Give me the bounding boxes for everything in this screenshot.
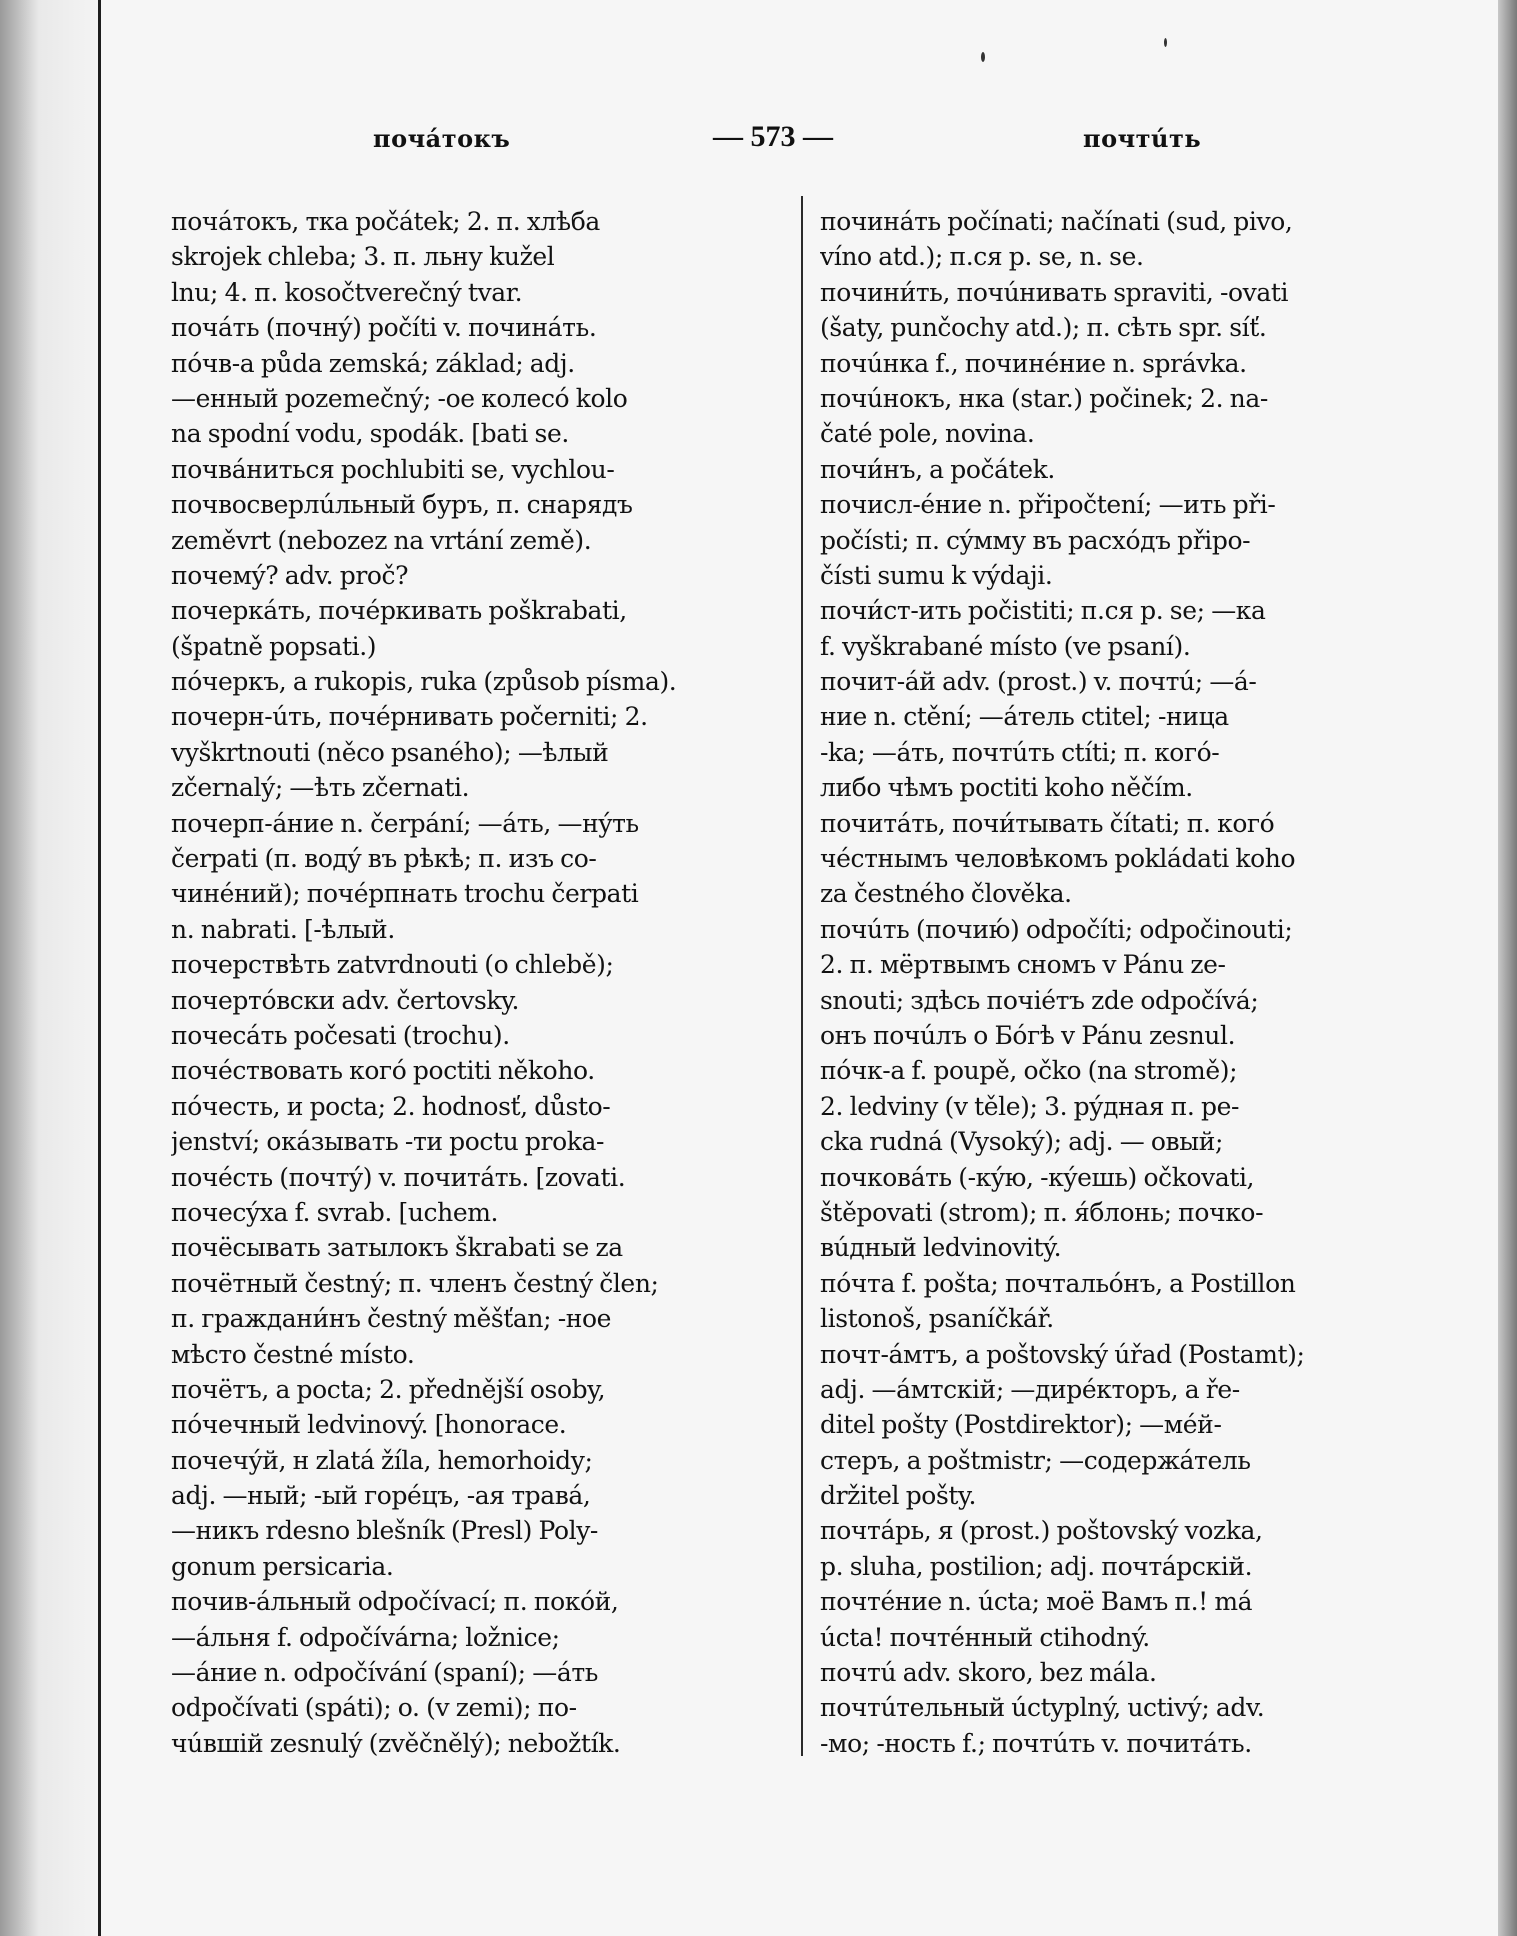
dictionary-line: почúнка f., починéние n. správka. — [820, 348, 1247, 378]
dictionary-line: počísti; п. сýмму въ расхóдъ připo- — [820, 525, 1251, 555]
dictionary-line: почáтокъ, тка počátek; 2. п. хлѣба — [171, 207, 600, 236]
dictionary-line: почúнокъ, нка (star.) počinek; 2. na- — [820, 383, 1268, 413]
dictionary-line: почтéние n. úcta; моё Вамъ п.! má — [820, 1587, 1253, 1617]
dictionary-line: snouti; здѣсь почіéтъ zde odpočívá; — [820, 985, 1259, 1015]
column-divider — [801, 196, 803, 1756]
dictionary-line: онъ почúлъ o Бóгѣ v Pánu zesnul. — [820, 1020, 1236, 1050]
dictionary-line: пóчеркъ, a rukopis, ruka (způsob písma). — [171, 667, 677, 697]
dictionary-line: мѣсто čestné místo. — [171, 1339, 415, 1369]
dictionary-line: víno atd.); п.ся p. se, n. se. — [820, 242, 1144, 272]
dictionary-line: п. граждани́нъ čestný měšťan; -ное — [171, 1304, 612, 1334]
dictionary-line: пóчк-а f. poupě, očko (na stromě); — [820, 1056, 1238, 1086]
dictionary-line: почемý? adv. proč? — [171, 560, 409, 590]
dictionary-line: 2. ledviny (v těle); 3. рýдная п. pe- — [820, 1091, 1240, 1121]
dictionary-line: adj. —ный; -ый горéцъ, -ая травá, — [171, 1481, 591, 1511]
dictionary-line: listonoš, psaníčkář. — [820, 1304, 1054, 1334]
print-speck — [981, 52, 985, 62]
dictionary-line: —áльня f. odpočívárna; ložnice; — [171, 1622, 560, 1652]
print-speck — [1164, 38, 1167, 47]
dictionary-line: почётный čestný; п. членъ čestný člen; — [171, 1268, 659, 1298]
dictionary-line: —áние n. odpočívání (spaní); —áть — [171, 1658, 599, 1688]
dictionary-line: adj. —áмтскій; —дирéкторъ, a ře- — [820, 1374, 1240, 1404]
dictionary-line: починáть počínati; načínati (sud, pivo, — [820, 207, 1293, 236]
dictionary-line: na spodní vodu, spodák. [bati se. — [171, 419, 569, 449]
dictionary-line: n. nabrati. [-ѣлый. — [171, 914, 395, 944]
dictionary-line: почит-áй adv. (prost.) v. почтú; —á- — [820, 667, 1257, 697]
dictionary-line: zčernalý; —ѣть zčernati. — [171, 773, 470, 803]
page-number: — 573 — — [713, 120, 833, 153]
dictionary-line: почечýй, н zlatá žíla, hemorhoidy; — [171, 1445, 593, 1475]
dictionary-line: почерп-áние n. čerpání; —áть, —нýть — [171, 808, 639, 838]
dictionary-line: почив-áльный odpočívací; п. покóй, — [171, 1587, 619, 1617]
right-page-edge — [1498, 0, 1517, 1936]
dictionary-line: lnu; 4. п. kosočtverečný tvar. — [171, 277, 523, 307]
dictionary-page — [98, 0, 1498, 1936]
dictionary-line: почúть (почию́) odpočíti; odpočinouti; — [820, 914, 1293, 944]
dictionary-line: пóчв-а půda zemská; základ; adj. — [171, 348, 575, 378]
dictionary-line: ние n. ctění; —áтель ctitel; -ница — [820, 702, 1229, 732]
dictionary-line: либо чѣмъ poctiti koho něčím. — [820, 773, 1193, 803]
dictionary-line: štěpovati (strom); п. я́блонь; почко- — [820, 1197, 1264, 1227]
dictionary-line: -ka; —áть, почтúть ctíti; п. когó- — [820, 737, 1220, 767]
dictionary-line: čerpati (п. водý въ рѣкѣ; п. изъ со- — [171, 844, 597, 874]
dictionary-line: p. sluha, postilion; adj. почтáрскій. — [820, 1551, 1253, 1581]
right-column — [820, 204, 1416, 1761]
dictionary-line: почеркáть, почéркивать poškrabati, — [171, 596, 627, 626]
dictionary-line: почéсть (почтý) v. почитáть. [zovati. — [171, 1162, 626, 1192]
dictionary-line: za čestného člověka. — [820, 879, 1072, 909]
left-column — [171, 204, 767, 1761]
right-running-headword: почтúть — [1083, 124, 1202, 153]
dictionary-line: 2. п. мёртвымъ сномъ v Pánu ze- — [820, 950, 1226, 980]
dictionary-line: чинéний); почéрпнать trochu čerpati — [171, 879, 639, 909]
dictionary-line: —никъ rdesno blešník (Presl) Poly- — [171, 1516, 598, 1546]
dictionary-line: почковáть (-кýю, -кýешь) očkovati, — [820, 1162, 1255, 1192]
dictionary-line: gonum persicaria. — [171, 1551, 394, 1581]
dictionary-line: skrojek chleba; 3. п. льну kužel — [171, 242, 555, 272]
dictionary-line: —енный pozemečný; -ое колесó kolo — [171, 383, 628, 413]
dictionary-line: почерствѣть zatvrdnouti (o chlebě); — [171, 950, 614, 980]
dictionary-line: почвáниться pochlubiti se, vychlou- — [171, 454, 615, 484]
dictionary-line: пóчечный ledvinový. [honorace. — [171, 1410, 567, 1440]
dictionary-line: почерн-úть, почéрнивать počerniti; 2. — [171, 702, 648, 732]
dictionary-line: почтúтельный úctyplný, uctivý; adv. — [820, 1693, 1265, 1723]
dictionary-line: почётъ, a pocta; 2. přednější osoby, — [171, 1374, 606, 1404]
dictionary-line: вúдный ledvinovitý. — [820, 1233, 1062, 1263]
dictionary-line: почтú adv. skoro, bez mála. — [820, 1658, 1157, 1688]
dictionary-line: f. vyškrabané místo (ve psaní). — [820, 631, 1191, 661]
left-running-headword: почáтокъ — [373, 124, 511, 153]
dictionary-line: почтáрь, я (prost.) poštovský vozka, — [820, 1516, 1263, 1546]
dictionary-line: -мо; -ность f.; почтúть v. почитáть. — [820, 1728, 1252, 1758]
dictionary-line: (šaty, punčochy atd.); п. сѣть spr. síť. — [820, 313, 1267, 343]
dictionary-line: чúвшій zesnulý (zvěčnělý); nebožtík. — [171, 1728, 621, 1758]
dictionary-line: почи́ст-ить počistiti; п.ся p. se; —ка — [820, 596, 1266, 626]
dictionary-line: пóчесть, и pocta; 2. hodnosť, důsto- — [171, 1091, 611, 1121]
dictionary-line: почéствовать когó poctiti někoho. — [171, 1056, 595, 1086]
dictionary-line: jenství; окáзывать -ти poctu proka- — [171, 1127, 605, 1157]
dictionary-line: почёсывать затылокъ škrabati se za — [171, 1233, 623, 1263]
dictionary-line: почертóвски adv. čertovsky. — [171, 985, 520, 1015]
dictionary-line: почт-áмтъ, a poštovský úřad (Postamt); — [820, 1339, 1305, 1369]
dictionary-line: cka rudná (Vysoký); adj. — овый; — [820, 1127, 1224, 1157]
dictionary-line: почини́ть, почúнивать spraviti, -ovati — [820, 277, 1289, 307]
dictionary-line: odpočívati (spáti); o. (v zemi); по- — [171, 1693, 577, 1723]
dictionary-line: čísti sumu k výdaji. — [820, 560, 1053, 590]
dictionary-line: стеръ, a poštmistr; —содержáтель — [820, 1445, 1251, 1475]
dictionary-line: ditel pošty (Postdirektor); —мéй- — [820, 1410, 1222, 1440]
dictionary-line: zeměvrt (nebozez na vrtání země). — [171, 525, 592, 555]
dictionary-line: почесýха f. svrab. [uchem. — [171, 1197, 499, 1227]
dictionary-line: почáть (почнý) počíti v. починáть. — [171, 313, 597, 343]
dictionary-line: čaté pole, novina. — [820, 419, 1035, 449]
dictionary-line: почитáть, почи́тывать čítati; п. когó — [820, 808, 1275, 838]
left-margin — [0, 0, 98, 1936]
dictionary-line: držitel pošty. — [820, 1481, 976, 1511]
dictionary-line: почи́нъ, a počátek. — [820, 454, 1055, 484]
dictionary-line: почесáть počesati (trochu). — [171, 1020, 510, 1050]
dictionary-line: чéстнымъ человѣкомъ pokládati koho — [820, 844, 1296, 874]
dictionary-line: пóчта f. pošta; почтальóнъ, a Postillon — [820, 1268, 1296, 1298]
dictionary-line: úcta! почтéнный ctihodný. — [820, 1622, 1150, 1652]
dictionary-line: почисл-éние n. připočtení; —ить při- — [820, 490, 1276, 520]
dictionary-line: (špatně popsati.) — [171, 631, 377, 661]
dictionary-line: почвосверлúльный буръ, п. снарядъ — [171, 490, 633, 520]
dictionary-line: vyškrtnouti (něco psaného); —ѣлый — [171, 737, 609, 767]
